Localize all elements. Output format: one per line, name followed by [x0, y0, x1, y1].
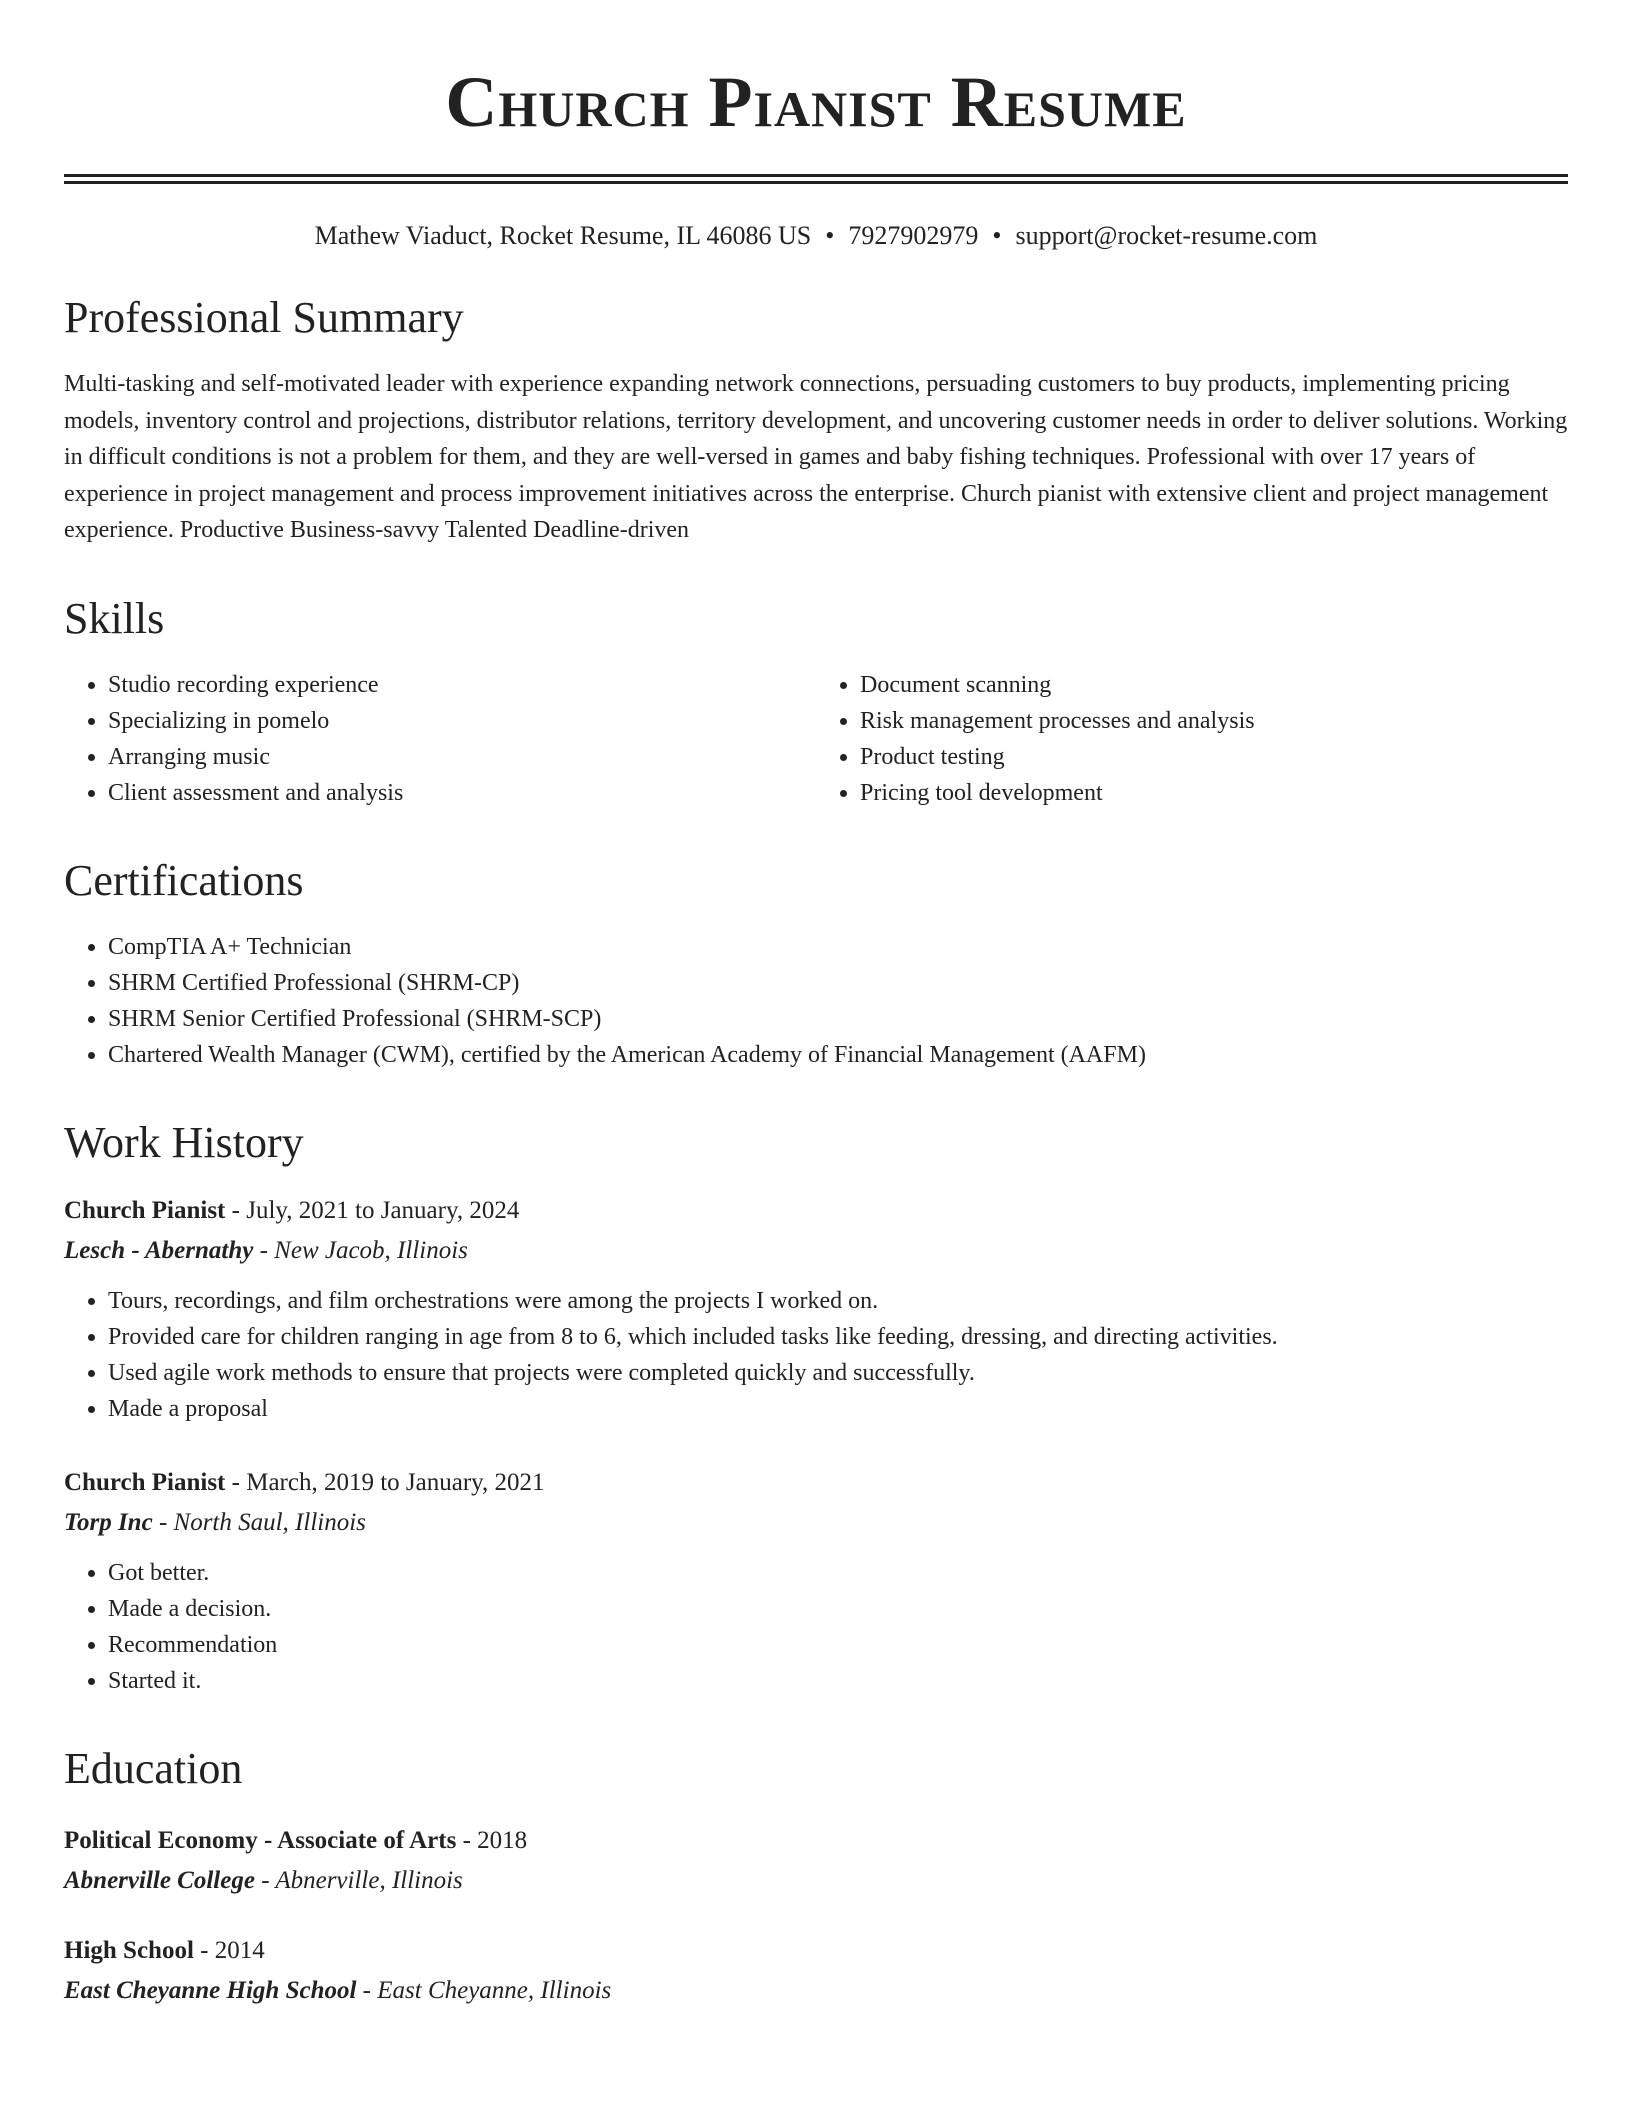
- skills-section: [64, 593, 1568, 811]
- certification-item: • SHRM Senior Certified Professional (SHRM-SCP): [108, 1001, 1568, 1037]
- contact-email: support@rocket-resume.com: [1015, 221, 1318, 250]
- education-school-line: [64, 1971, 1568, 2011]
- certifications-section: [64, 855, 1568, 1073]
- job-bullet: • Made a decision.: [108, 1591, 1568, 1627]
- job-company: Torp Inc: [64, 1508, 153, 1536]
- skills-columns: [64, 667, 1568, 811]
- contact-address: Mathew Viaduct, Rocket Resume, IL 46086 US: [314, 221, 812, 250]
- job-entry: [64, 1463, 1568, 1699]
- job-bullet: • Recommendation: [108, 1627, 1568, 1663]
- education-entry: [64, 1821, 1568, 1901]
- job-header: [64, 1463, 1568, 1503]
- contact-phone: 7927902979: [848, 221, 979, 250]
- skill-item: • Risk management processes and analysis: [860, 703, 1568, 739]
- skill-item: • Studio recording experience: [108, 667, 816, 703]
- skill-item: • Product testing: [860, 739, 1568, 775]
- contact-line: [64, 220, 1568, 252]
- certifications-heading: Certifications: [64, 855, 304, 905]
- job-employer: [64, 1231, 1568, 1271]
- education-location: - East Cheyanne, Illinois: [356, 1976, 612, 2004]
- job-bullets: [64, 1555, 1568, 1699]
- job-location: - New Jacob, Illinois: [253, 1236, 468, 1264]
- contact-separator: •: [825, 221, 835, 250]
- certification-item: • CompTIA A+ Technician: [108, 929, 1568, 965]
- skills-heading: Skills: [64, 593, 165, 643]
- work-history-heading: Work History: [64, 1117, 304, 1167]
- job-bullet: • Got better.: [108, 1555, 1568, 1591]
- job-title: Church Pianist: [64, 1468, 226, 1496]
- job-bullet: • Tours, recordings, and film orchestrations were among the projects I worked on.: [108, 1283, 1568, 1319]
- education-year: - 2014: [193, 1936, 265, 1964]
- job-header: [64, 1191, 1568, 1231]
- resume-title: Church Pianist Resume: [445, 62, 1187, 142]
- job-bullet: • Made a proposal: [108, 1391, 1568, 1427]
- job-bullet: • Used agile work methods to ensure that projects were completed quickly and successfully.: [108, 1355, 1568, 1391]
- summary-text: Multi-tasking and self-motivated leader with experience expanding network connections, persuading customers to buy products, implementing pricing models, inventory control and projections, distributor relations, territory development, and uncovering customer needs in order to deliver solutions. Working in difficult conditions is not a problem for them, and they are well-versed in games and baby fishing techniques. Professional with over 17 years of experience in project management and process improvement initiatives across the enterprise. Church pianist with extensive client and project management experience. Productive Business-savvy Talented Deadline-driven: [64, 371, 1568, 543]
- education-location: - Abnerville, Illinois: [254, 1866, 463, 1894]
- skill-item: • Specializing in pomelo: [108, 703, 816, 739]
- education-school: Abnerville College: [64, 1866, 255, 1894]
- skill-item: • Document scanning: [860, 667, 1568, 703]
- skills-list-left: [64, 667, 816, 811]
- job-bullets: [64, 1283, 1568, 1427]
- education-header: [64, 1821, 1568, 1861]
- certification-item: • SHRM Certified Professional (SHRM-CP): [108, 965, 1568, 1001]
- work-history-section: [64, 1117, 1568, 1699]
- job-dates: - July, 2021 to January, 2024: [225, 1196, 520, 1224]
- skill-item: • Client assessment and analysis: [108, 775, 816, 811]
- contact-separator: •: [992, 221, 1002, 250]
- education-degree: High School: [64, 1936, 194, 1964]
- education-school: East Cheyanne High School: [64, 1976, 357, 2004]
- skill-item: • Arranging music: [108, 739, 816, 775]
- education-degree: Political Economy - Associate of Arts: [64, 1826, 457, 1854]
- job-bullet: • Provided care for children ranging in age from 8 to 6, which included tasks like feeding, dressing, and directing activities.: [108, 1319, 1568, 1355]
- education-section: [64, 1743, 1568, 2011]
- title-double-rule: [64, 174, 1568, 184]
- education-year: - 2018: [456, 1826, 528, 1854]
- education-entry: [64, 1931, 1568, 2011]
- job-company: Lesch - Abernathy: [64, 1236, 254, 1264]
- job-employer: [64, 1503, 1568, 1543]
- job-location: - North Saul, Illinois: [152, 1508, 366, 1536]
- job-entry: [64, 1191, 1568, 1427]
- education-heading: Education: [64, 1743, 243, 1793]
- job-dates: - March, 2019 to January, 2021: [225, 1468, 545, 1496]
- job-title: Church Pianist: [64, 1196, 226, 1224]
- education-school-line: [64, 1861, 1568, 1901]
- certification-item: • Chartered Wealth Manager (CWM), certified by the American Academy of Financial Management (AAFM): [108, 1037, 1568, 1073]
- skills-list-right: [816, 667, 1568, 811]
- education-header: [64, 1931, 1568, 1971]
- summary-section: [64, 292, 1568, 549]
- summary-heading: Professional Summary: [64, 293, 464, 342]
- skill-item: • Pricing tool development: [860, 775, 1568, 811]
- certifications-list: [64, 929, 1568, 1073]
- job-bullet: • Started it.: [108, 1663, 1568, 1699]
